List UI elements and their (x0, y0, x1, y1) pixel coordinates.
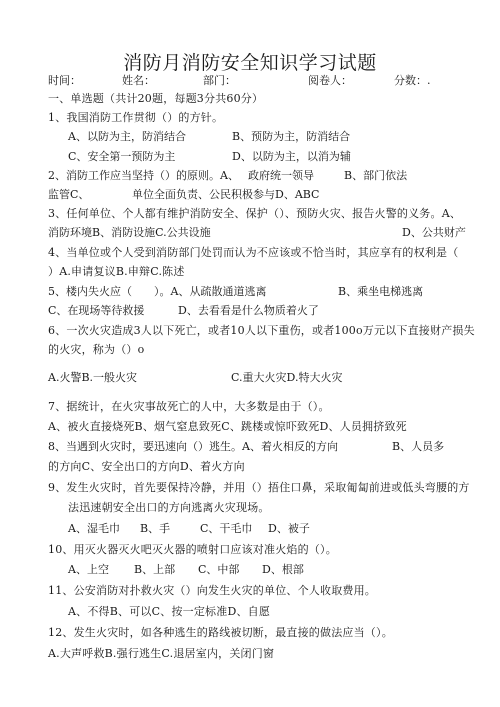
question-9: 9、发生火灾时，首先要保持冷静，并用（）捂住口鼻，采取匍匐前进或低头弯腰的方 (48, 481, 470, 494)
q10-option-d: D、根部 (262, 563, 304, 576)
q5-option-b: B、乘坐电梯逃离 (338, 285, 424, 298)
q9-option-a: A、湿毛巾 (68, 522, 120, 535)
header-score-label: 分数：. (394, 74, 431, 87)
question-11: 11、公安消防对扑救火灾（）向发生火灾的单位、个人收取费用。 (48, 584, 376, 597)
question-7: 7、据统计，在火灾事故死亡的人中，大多数是由于（）。 (48, 400, 330, 413)
q10-option-a: A、上空 (68, 563, 109, 576)
header-reviewer-label: 阅卷人： (308, 74, 352, 87)
q8-option-b: B、人员多 (392, 440, 445, 453)
q2-option-b: B、部门依法 (344, 169, 408, 182)
header-name-label: 姓名： (122, 74, 155, 87)
q1-option-a: A、以防为主，防消结合 (68, 130, 186, 143)
q9-option-d: D、被子 (268, 522, 310, 535)
page-title: 消防月消防安全知识学习试题 (123, 52, 377, 74)
q11-options: A、不得B、可以C、按一定标准D、自愿 (68, 605, 271, 618)
q10-option-b: B、上部 (134, 563, 176, 576)
q1-option-b: B、预防为主，防消结合 (232, 130, 351, 143)
question-12: 12、发生火灾时，如各种逃生的路线被切断，最直接的做法应当（）。 (48, 626, 393, 639)
q1-option-c: C、安全第一预防为主 (68, 150, 176, 163)
q9-option-c: C、干毛巾 (200, 522, 253, 535)
q6-options-cd: C.重大火灾D.特大火灾 (231, 371, 343, 384)
q4-options: ）A.申请复议B.申辩C.陈述 (48, 265, 185, 278)
q2-option-b-cont: 监管C、 (48, 188, 90, 201)
q6-options-ab: A.火警B.一般火灾 (48, 371, 138, 384)
q12-options: A.大声呼救B.强行逃生C.退居室内，关闭门窗 (48, 647, 275, 660)
question-2: 2、消防工作应当坚持（）的原则。A、 (48, 169, 239, 182)
question-6-cont: 的火灾，称为（）o (48, 343, 145, 356)
q8-options-cont: 的方向C、安全出口的方向D、着火方向 (48, 460, 245, 473)
q3-options-abc: 消防环境B、消防设施C.公共设施 (48, 226, 211, 239)
question-5: 5、楼内失火应（ ）。A、从疏散通道逃离 (48, 285, 267, 298)
q5-option-c: C、在现场等待救援 (48, 304, 145, 317)
section-heading: 一、单选题（共计20题，每题3分共60分） (48, 92, 264, 105)
question-6: 6、一次火灾造成3人以下死亡，或者10人以下重伤，或者100o万元以下直接财产损失 (48, 324, 475, 337)
q2-option-c-d: 单位全面负责、公民积极参与D、ABC (132, 188, 320, 201)
question-3: 3、任何单位、个人都有维护消防安全、保护（）、预防火灾、报告火警的义务。A、 (48, 207, 462, 220)
question-4: 4、当单位或个人受到消防部门处罚而认为不应该或不恰当时，其应享有的权利是（ (48, 246, 459, 259)
question-9-cont: 法迅速朝安全出口的方向逃离火灾现场。 (68, 501, 270, 514)
q1-option-d: D、以防为主，以消为辅 (232, 150, 351, 163)
question-1: 1、我国消防工作贯彻（）的方针。 (48, 111, 224, 124)
q9-option-b: B、手 (140, 522, 171, 535)
q5-option-d: D、去看看是什么物质着火了 (178, 304, 319, 317)
q3-option-d: D、公共财产 (402, 226, 466, 239)
question-10: 10、用灭火器灭火吧灭火器的喷射口应该对准火焰的（）。 (48, 543, 337, 556)
q7-options: A、被火直接烧死B、烟气窒息致死C、跳楼或惊吓致死D、人员拥挤致死 (48, 420, 407, 433)
header-time-label: 时间： (48, 74, 81, 87)
header-dept-label: 部门： (203, 74, 236, 87)
question-8: 8、当遇到火灾时，要迅速向（）逃生。A、着火相反的方向 (48, 440, 338, 453)
q10-option-c: C、中部 (198, 563, 240, 576)
q2-option-a-text: 政府统一领导 (248, 169, 314, 182)
